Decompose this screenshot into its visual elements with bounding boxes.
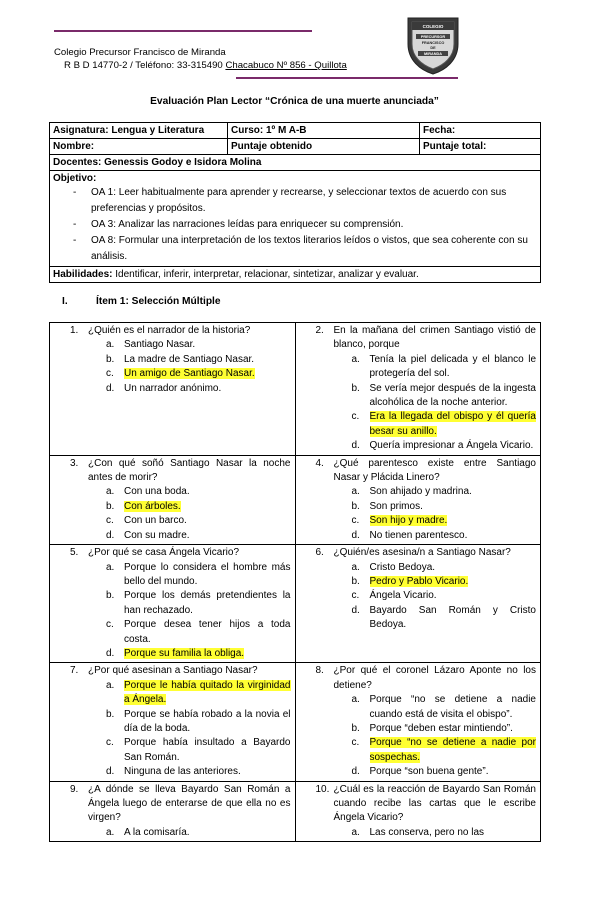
answer-option[interactable] (54, 618, 291, 647)
answer-option[interactable] (54, 708, 291, 737)
svg-text:PRECURSOR: PRECURSOR (420, 35, 446, 39)
question-cell (295, 455, 541, 544)
option-text-highlighted: Porque le había quitado la virginidad a Ángela. (124, 679, 291, 706)
answer-option[interactable] (300, 485, 537, 499)
objetivo-item: - OA 8: Formular una interpretación de los textos literarios leídos o vistos, que sea coherente con su análisis. (65, 233, 537, 265)
answer-option[interactable] (300, 514, 537, 528)
question-cell (50, 545, 296, 663)
answer-option[interactable] (300, 604, 537, 633)
answer-option[interactable] (54, 514, 291, 528)
question-stem (54, 457, 291, 486)
question-cell (295, 781, 541, 842)
question-stem (54, 783, 291, 826)
question-cell (50, 323, 296, 456)
option-text: Un narrador anónimo. (124, 382, 222, 394)
answer-option[interactable] (300, 589, 537, 603)
puntaje-obtenido-cell[interactable]: Puntaje obtenido (228, 139, 420, 155)
question-text: En la mañana del crimen Santiago vistió de blanco, porque (333, 325, 536, 351)
option-letter: a. (106, 826, 115, 838)
question-cell (50, 663, 296, 781)
answer-option[interactable] (300, 529, 537, 543)
option-letter: d. (106, 529, 115, 541)
option-letter: a. (106, 486, 115, 498)
question-text: ¿Por qué el coronel Lázaro Aponte no los detiene? (333, 665, 536, 691)
answer-option[interactable] (300, 722, 537, 736)
option-letter: b. (351, 500, 360, 512)
question-stem (300, 546, 537, 560)
answer-option[interactable] (54, 529, 291, 543)
option-letter: a. (351, 561, 360, 573)
option-text: Las conserva, pero no las (369, 826, 485, 838)
question-stem (300, 664, 537, 693)
option-text: Porque “son buena gente”. (369, 766, 489, 778)
answer-option[interactable] (54, 647, 291, 661)
option-text: Porque “deben estar mintiendo”. (369, 722, 513, 734)
question-text: ¿Con qué soñó Santiago Nasar la noche antes de morir? (88, 457, 291, 484)
option-letter: a. (106, 561, 115, 573)
option-text: Porque los demás pretendientes la han rechazado. (124, 590, 291, 616)
answer-option[interactable] (54, 500, 291, 514)
option-text-highlighted: Son hijo y madre. (369, 515, 448, 527)
option-text: Se vería mejor después de la ingesta alcohólica de la noche anterior. (369, 382, 536, 409)
option-text: Porque “no se detiene a nadie cuando está de visita el obispo”. (369, 694, 536, 720)
question-number: 6. (315, 547, 324, 559)
question-text: ¿Por qué se casa Ángela Vicario? (88, 547, 240, 559)
question-row (50, 323, 541, 456)
answer-option[interactable] (54, 679, 291, 708)
option-letter: b. (106, 590, 115, 602)
option-text-highlighted: Porque su familia la obliga. (124, 647, 245, 659)
option-letter: c. (106, 515, 114, 527)
question-row (50, 545, 541, 663)
option-letter: c. (106, 619, 114, 631)
option-text: Quería impresionar a Ángela Vicario. (369, 440, 534, 452)
answer-option[interactable] (54, 367, 291, 381)
puntaje-total-cell[interactable]: Puntaje total: (420, 139, 541, 155)
option-text: Ángela Vicario. (369, 590, 437, 602)
answer-option[interactable] (300, 736, 537, 765)
address-link: Chacabuco Nº 856 - Quillota (225, 60, 347, 71)
answer-option[interactable] (300, 382, 537, 411)
option-letter: b. (351, 722, 360, 734)
option-letter: c. (106, 737, 114, 749)
answer-option[interactable] (300, 561, 537, 575)
question-stem (54, 664, 291, 678)
address-text: R B D 14770-2 / Teléfono: 33-315490 (64, 60, 226, 71)
question-number: 10. (315, 783, 330, 795)
question-text: ¿Quién/es asesina/n a Santiago Nasar? (333, 547, 511, 559)
question-cell (50, 455, 296, 544)
question-stem (54, 324, 291, 338)
question-row (50, 663, 541, 781)
answer-option[interactable] (300, 693, 537, 722)
section-title: Ítem 1: Selección Múltiple (96, 296, 221, 307)
option-text: A la comisaría. (124, 826, 190, 838)
asignatura-cell: Asignatura: Lengua y Literatura (50, 123, 228, 139)
option-letter: d. (351, 766, 360, 778)
habilidades-text: Identificar, inferir, interpretar, relacionar, sintetizar, analizar y evaluar. (112, 269, 419, 280)
option-letter: c. (351, 411, 360, 423)
question-number: 8. (315, 665, 324, 677)
option-text: Santiago Nasar. (124, 339, 196, 351)
option-letter: a. (351, 486, 360, 498)
option-text: Con su madre. (124, 529, 190, 541)
option-letter: d. (106, 766, 115, 778)
question-number: 1. (70, 325, 79, 336)
option-text-highlighted: Era la llegada del obispo y él quería besar su anillo. (369, 411, 536, 437)
option-letter: d. (351, 529, 360, 541)
option-letter: d. (351, 440, 360, 452)
answer-option[interactable] (54, 589, 291, 618)
question-number: 3. (70, 457, 79, 469)
option-letter: b. (351, 382, 360, 394)
option-text: Ninguna de las anteriores. (124, 766, 241, 778)
question-text: ¿Cuál es la reacción de Bayardo San Román cuando recibe las cartas que le escribe Ángela Vicario? (333, 783, 536, 824)
option-text: Son primos. (369, 500, 423, 512)
objetivo-label: Objetivo: (53, 173, 97, 184)
option-letter: b. (106, 353, 115, 365)
question-number: 5. (70, 547, 79, 559)
answer-option[interactable] (54, 826, 291, 840)
question-text: ¿Quién es el narrador de la historia? (88, 325, 251, 336)
svg-text:DE: DE (430, 46, 436, 50)
answer-option[interactable] (300, 439, 537, 453)
question-stem (300, 324, 537, 353)
docentes-cell: Docentes: Genessis Godoy e Isidora Molina (50, 155, 541, 171)
question-row (50, 781, 541, 842)
question-number: 2. (315, 325, 324, 336)
objetivo-item: - OA 1: Leer habitualmente para aprender y recrearse, y seleccionar textos de acuerdo con sus preferencias y propósitos. (65, 185, 537, 217)
habilidades-label: Habilidades: (53, 269, 113, 280)
option-letter: d. (106, 647, 115, 659)
svg-text:FRANCISCO: FRANCISCO (421, 41, 445, 45)
option-letter: a. (106, 679, 115, 691)
option-letter: a. (106, 339, 115, 351)
option-letter: d. (106, 382, 115, 394)
question-stem (300, 457, 537, 486)
page-title: Evaluación Plan Lector “Crónica de una muerte anunciada” (150, 96, 439, 107)
answer-option[interactable] (300, 826, 537, 840)
objetivo-list (53, 185, 537, 265)
option-letter: a. (351, 694, 360, 706)
option-text: La madre de Santiago Nasar. (124, 353, 255, 365)
answer-option[interactable] (54, 561, 291, 590)
option-text: Con una boda. (124, 486, 190, 498)
option-text: Bayardo San Román y Cristo Bedoya. (369, 604, 536, 631)
info-table (49, 122, 541, 283)
option-letter: c. (351, 515, 360, 527)
header-top-line (54, 30, 312, 32)
answer-option[interactable] (300, 353, 537, 382)
option-text-highlighted: Pedro y Pablo Vicario. (369, 575, 469, 587)
school-address (54, 59, 347, 72)
question-number: 9. (70, 783, 79, 795)
option-text: Cristo Bedoya. (369, 561, 436, 573)
option-letter: c. (106, 368, 114, 380)
answer-option[interactable] (54, 736, 291, 765)
question-cell (295, 663, 541, 781)
option-letter: a. (351, 353, 360, 365)
option-text: Con un barco. (124, 515, 187, 527)
answer-option[interactable] (54, 765, 291, 779)
fecha-cell[interactable]: Fecha: (420, 123, 541, 139)
curso-cell: Curso: 1º M A-B (228, 123, 420, 139)
answer-option[interactable] (300, 765, 537, 779)
school-info (54, 46, 347, 72)
question-cell (50, 781, 296, 842)
question-number: 4. (315, 457, 324, 469)
question-stem (54, 546, 291, 560)
answer-option[interactable] (54, 338, 291, 352)
questions-table (49, 322, 541, 842)
option-letter: c. (351, 737, 360, 749)
question-row (50, 455, 541, 544)
option-text: Porque desea tener hijos a toda costa. (124, 619, 291, 645)
option-text-highlighted: Porque “no se detiene a nadie por sospechas. (369, 737, 536, 763)
option-letter: b. (106, 500, 115, 512)
svg-text:MIRANDA: MIRANDA (424, 52, 442, 56)
option-text: Porque lo considera el hombre más bello del mundo. (124, 561, 291, 587)
option-letter: a. (351, 826, 360, 838)
option-letter: b. (351, 575, 360, 587)
answer-option[interactable] (300, 410, 537, 439)
question-stem (300, 783, 537, 826)
objetivo-cell (50, 171, 541, 267)
option-text: Son ahijado y madrina. (369, 486, 472, 498)
svg-text:COLEGIO: COLEGIO (422, 24, 444, 29)
school-crest-logo (404, 14, 462, 76)
question-text: ¿Por qué asesinan a Santiago Nasar? (88, 665, 258, 677)
header-bottom-line (236, 77, 458, 79)
option-text-highlighted: Con árboles. (124, 500, 181, 512)
objetivo-item: - OA 3: Analizar las narraciones leídas para enriquecer su comprensión. (65, 217, 537, 233)
option-text: No tienen parentesco. (369, 529, 468, 541)
option-text-highlighted: Un amigo de Santiago Nasar. (124, 368, 255, 380)
school-name: Colegio Precursor Francisco de Miranda (54, 47, 226, 58)
option-text: Porque se había robado a la novia el día de la boda. (124, 708, 291, 734)
question-text: ¿Qué parentesco existe entre Santiago Nasar y Plácida Linero? (333, 457, 536, 484)
option-text: Tenía la piel delicada y el blanco le protegería del sol. (369, 353, 536, 380)
option-letter: c. (351, 590, 360, 602)
question-cell (295, 323, 541, 456)
option-text: Porque había insultado a Bayardo San Román. (124, 737, 291, 763)
answer-option[interactable] (54, 353, 291, 367)
answer-option[interactable] (54, 382, 291, 396)
answer-option[interactable] (54, 485, 291, 499)
question-number: 7. (70, 665, 79, 677)
option-letter: b. (106, 708, 115, 720)
answer-option[interactable] (300, 575, 537, 589)
section-heading (62, 296, 221, 307)
question-text: ¿A dónde se lleva Bayardo San Román a Ángela luego de enterarse de que ella no es virgen? (88, 783, 291, 824)
question-cell (295, 545, 541, 663)
habilidades-cell (50, 267, 541, 283)
answer-option[interactable] (300, 500, 537, 514)
section-number: I. (62, 296, 68, 307)
option-letter: d. (351, 604, 360, 616)
nombre-cell[interactable]: Nombre: (50, 139, 228, 155)
